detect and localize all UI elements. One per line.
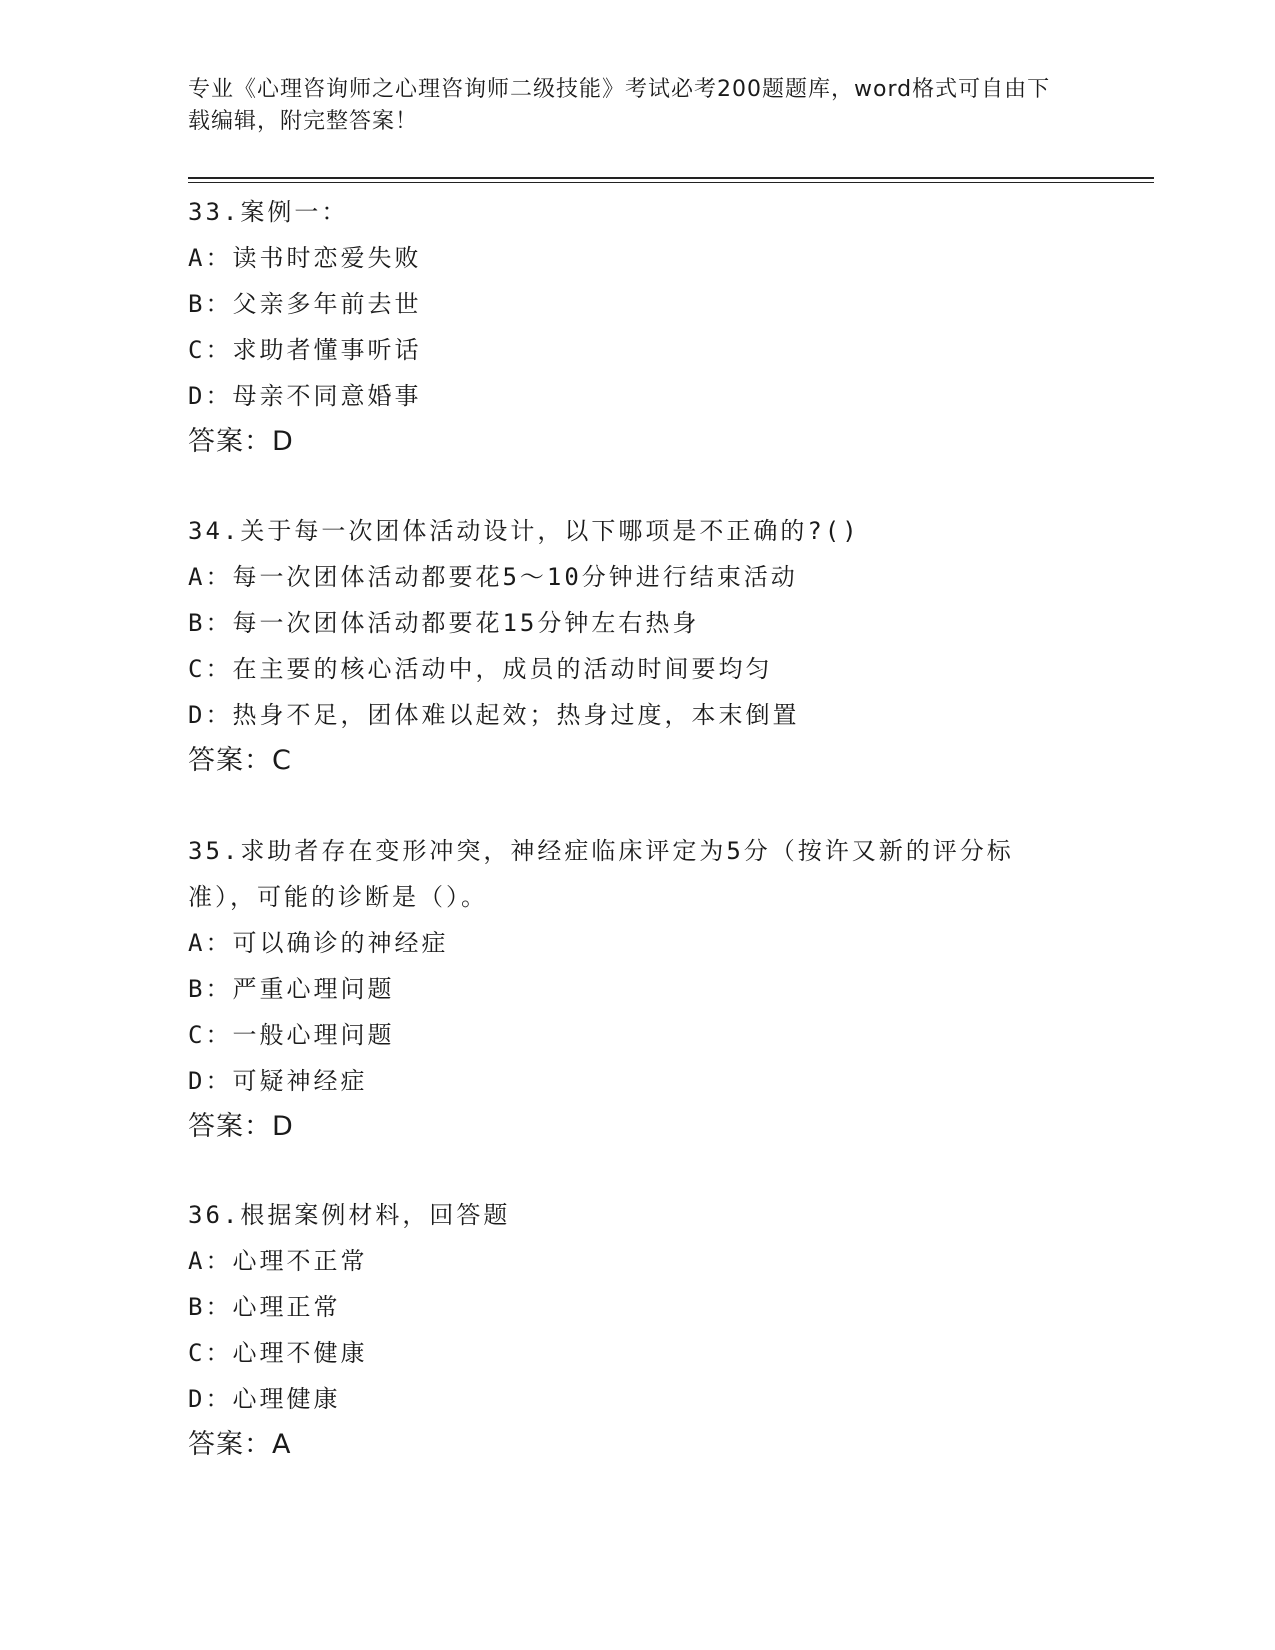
answer: 答案：D [188,1111,294,1142]
question-stem: 35.求助者存在变形冲突，神经症临床评定为5分（按许又新的评分标准），可能的诊断是（）。 [188,837,1014,911]
option-d: D：可疑神经症 [188,1067,368,1095]
answer: 答案：D [188,426,294,457]
option-d: D：母亲不同意婚事 [188,382,422,410]
option-c: C：求助者懂事听话 [188,336,422,364]
header-divider-thick [188,177,1154,179]
question-33 [188,189,1088,465]
question-36 [188,1192,1088,1468]
option-b: B：每一次团体活动都要花15分钟左右热身 [188,609,700,637]
answer: 答案：A [188,1429,292,1460]
option-c: C：在主要的核心活动中，成员的活动时间要均匀 [188,655,773,683]
option-c: C：心理不健康 [188,1339,368,1367]
option-b: B：严重心理问题 [188,975,395,1003]
option-d: D：心理健康 [188,1385,341,1413]
document-intro: 专业《心理咨询师之心理咨询师二级技能》考试必考200题题库，word格式可自由下载编辑，附完整答案！ [188,77,1051,134]
question-34 [188,508,1088,784]
question-stem: 34.关于每一次团体活动设计，以下哪项是不正确的?() [188,517,860,545]
question-35 [188,828,1088,1150]
option-a: A：读书时恋爱失败 [188,244,422,272]
option-c: C：一般心理问题 [188,1021,395,1049]
option-a: A：可以确诊的神经症 [188,929,449,957]
header-divider-thin [188,182,1154,183]
answer: 答案：C [188,745,292,776]
question-stem: 33.案例一： [188,198,349,226]
option-a: A：心理不正常 [188,1247,368,1275]
option-a: A：每一次团体活动都要花5～10分钟进行结束活动 [188,563,798,591]
question-stem: 36.根据案例材料，回答题 [188,1201,511,1229]
option-b: B：心理正常 [188,1293,341,1321]
option-d: D：热身不足，团体难以起效；热身过度，本末倒置 [188,701,800,729]
option-b: B：父亲多年前去世 [188,290,422,318]
